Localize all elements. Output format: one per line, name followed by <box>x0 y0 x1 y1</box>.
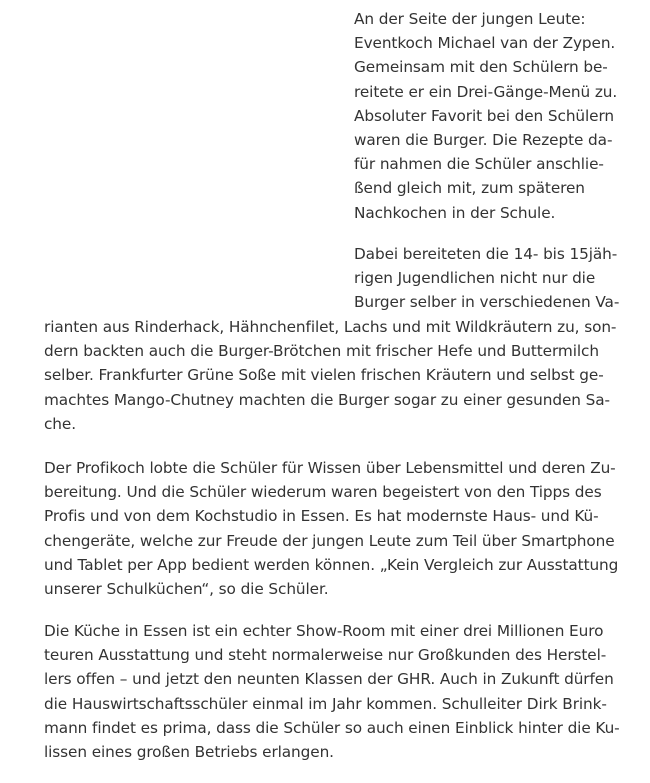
paragraph-profikoch <box>44 456 618 601</box>
text-line: waren die Burger. Die Rezepte da- <box>354 131 613 150</box>
text-line: Profis und von dem Kochstudio in Essen. Es hat modernste Haus- und Kü- <box>44 507 599 526</box>
text-line: unserer Schulküchen“, so die Schüler. <box>44 580 329 599</box>
text-line: chengeräte, welche zur Freude der jungen Leute zum Teil über Smartphone <box>44 531 615 550</box>
paragraph-burger-wide <box>44 315 616 436</box>
text-line: selber. Frankfurter Grüne Soße mit vielen frischen Kräutern und selbst ge- <box>44 366 604 385</box>
text-line: rigen Jugendlichen nicht nur die <box>354 269 596 288</box>
text-line: ßend gleich mit, zum späteren <box>354 179 585 198</box>
text-line: Der Profikoch lobte die Schüler für Wissen über Lebensmittel und deren Zu- <box>44 459 616 477</box>
text-line: die Hauswirtschaftsschüler einmal im Jahr kommen. Schulleiter Dirk Brink- <box>44 694 607 713</box>
text-line: Die Küche in Essen ist ein echter Show-Room mit einer drei Millionen Euro <box>44 622 604 640</box>
paragraph-burger-narrow <box>354 242 619 315</box>
text-line: Gemeinsam mit den Schülern be- <box>354 58 608 77</box>
text-line: An der Seite der jungen Leute: <box>354 10 586 28</box>
text-line: rianten aus Rinderhack, Hähnchenfilet, Lachs und mit Wildkräutern zu, son- <box>44 318 617 336</box>
text-line: und Tablet per App bedient werden können. „Kein Vergleich zur Ausstattung <box>44 555 619 574</box>
text-line: che. <box>44 414 76 433</box>
image-caption-paragraph <box>354 7 617 225</box>
text-line: Nachkochen in der Schule. <box>354 203 556 222</box>
paragraph-kueche-essen <box>44 619 620 764</box>
floated-image-area <box>0 0 330 290</box>
text-line: teuren Ausstattung und steht normalerweise nur Großkunden des Herstel- <box>44 646 607 665</box>
text-line: lers offen – und jetzt den neunten Klassen der GHR. Auch in Zukunft dürfen <box>44 670 614 689</box>
text-line: machtes Mango-Chutney machten die Burger sogar zu einer gesunden Sa- <box>44 390 610 409</box>
text-line: mann findet es prima, dass die Schüler so auch einen Einblick hinter die Ku- <box>44 718 620 737</box>
text-line: Absoluter Favorit bei den Schülern <box>354 106 614 125</box>
text-line: reitete er ein Drei-Gänge-Menü zu. <box>354 82 618 101</box>
text-line: für nahmen die Schüler anschlie- <box>354 155 604 174</box>
text-line: bereitung. Und die Schüler wiederum waren begeistert von den Tipps des <box>44 483 602 502</box>
text-line: Eventkoch Michael van der Zypen. <box>354 34 616 53</box>
text-line: Dabei bereiteten die 14- bis 15jäh- <box>354 245 618 263</box>
text-line: Burger selber in verschiedenen Va- <box>354 293 620 312</box>
text-line: dern backten auch die Burger-Brötchen mit frischer Hefe und Buttermilch <box>44 342 599 361</box>
text-line: lissen eines großen Betriebs erlangen. <box>44 743 334 762</box>
